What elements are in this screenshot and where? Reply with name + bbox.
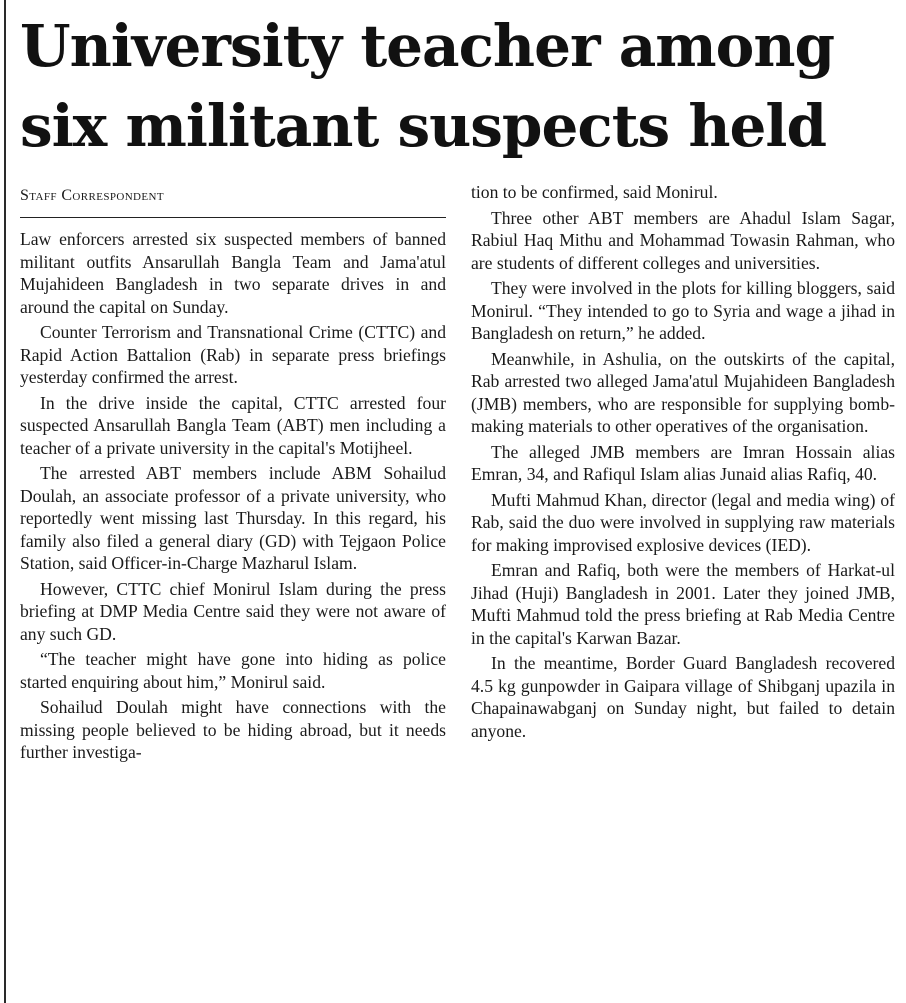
- paragraph: tion to be confirmed, said Monirul.: [471, 182, 718, 202]
- article-right-column: [471, 181, 895, 745]
- right-column-body: [471, 181, 895, 742]
- paragraph: “The teacher might have gone into hiding as police started enquiring about him,” Monirul said.: [20, 649, 446, 692]
- paragraph: Mufti Mahmud Khan, director (legal and media wing) of Rab, said the duo were involved in supplying raw materials for making improvised explosive devices (IED).: [471, 489, 895, 555]
- headline-line-1: University teacher among: [20, 12, 835, 80]
- paragraph: The alleged JMB members are Imran Hossain alias Emran, 34, and Rafiqul Islam alias Junaid alias Rafiq, 40.: [471, 441, 895, 484]
- paragraph: Law enforcers arrested six suspected members of banned militant outfits Ansarullah Bangla Team and Jama'atul Mujahideen Bangladesh in two separate drives in and around the capital on Sunday.: [20, 229, 446, 317]
- headline-line-2: six militant suspects held: [20, 92, 826, 160]
- paragraph: Counter Terrorism and Transnational Crime (CTTC) and Rapid Action Battalion (Rab) in separate press briefings yesterday confirmed the arrest.: [20, 322, 446, 387]
- paragraph: Sohailud Doulah might have connections with the missing people believed to be hiding abroad, but it needs further investiga-: [20, 697, 446, 762]
- column-rule: [4, 0, 6, 1003]
- paragraph: Meanwhile, in Ashulia, on the outskirts of the capital, Rab arrested two alleged Jama'atul Mujahideen Bangladesh (JMB) members, who are responsible for supplying bomb-making materials to other operatives of the organisation.: [471, 348, 895, 436]
- paragraph: The arrested ABT members include ABM Sohailud Doulah, an associate professor of a private university, who reportedly went missing last Thursday. In this regard, his family also filed a general diary (GD) with Tejgaon Police Station, said Officer-in-Charge Mazharul Islam.: [20, 463, 446, 573]
- paragraph: However, CTTC chief Monirul Islam during the press briefing at DMP Media Centre said they were not aware of any such GD.: [20, 578, 446, 644]
- paragraph: They were involved in the plots for killing bloggers, said Monirul. “They intended to go to Syria and wage a jihad in Bangladesh on return,” he added.: [471, 278, 895, 343]
- paragraph: Emran and Rafiq, both were the members of Harkat-ul Jihad (Huji) Bangladesh in 2001. Later they joined JMB, Mufti Mahmud told the press briefing at Rab Media Centre in the capital's Karwan Bazar.: [471, 560, 895, 648]
- byline-divider: [20, 217, 446, 218]
- left-column-body: [20, 228, 446, 764]
- paragraph: In the drive inside the capital, CTTC arrested four suspected Ansarullah Bangla Team (ABT) men including a teacher of a private university in the capital's Motijheel.: [20, 392, 446, 458]
- paragraph: Three other ABT members are Ahadul Islam Sagar, Rabiul Haq Mithu and Mohammad Towasin Rahman, who are students of different colleges and universities.: [471, 207, 895, 273]
- paragraph: In the meantime, Border Guard Bangladesh recovered 4.5 kg gunpowder in Gaipara village of Shibganj upazila in Chapainawabganj on Sunday night, but failed to detain anyone.: [471, 653, 895, 741]
- headline: [20, 6, 900, 166]
- byline: Staff Correspondent: [20, 187, 164, 204]
- article-left-column: [20, 181, 446, 767]
